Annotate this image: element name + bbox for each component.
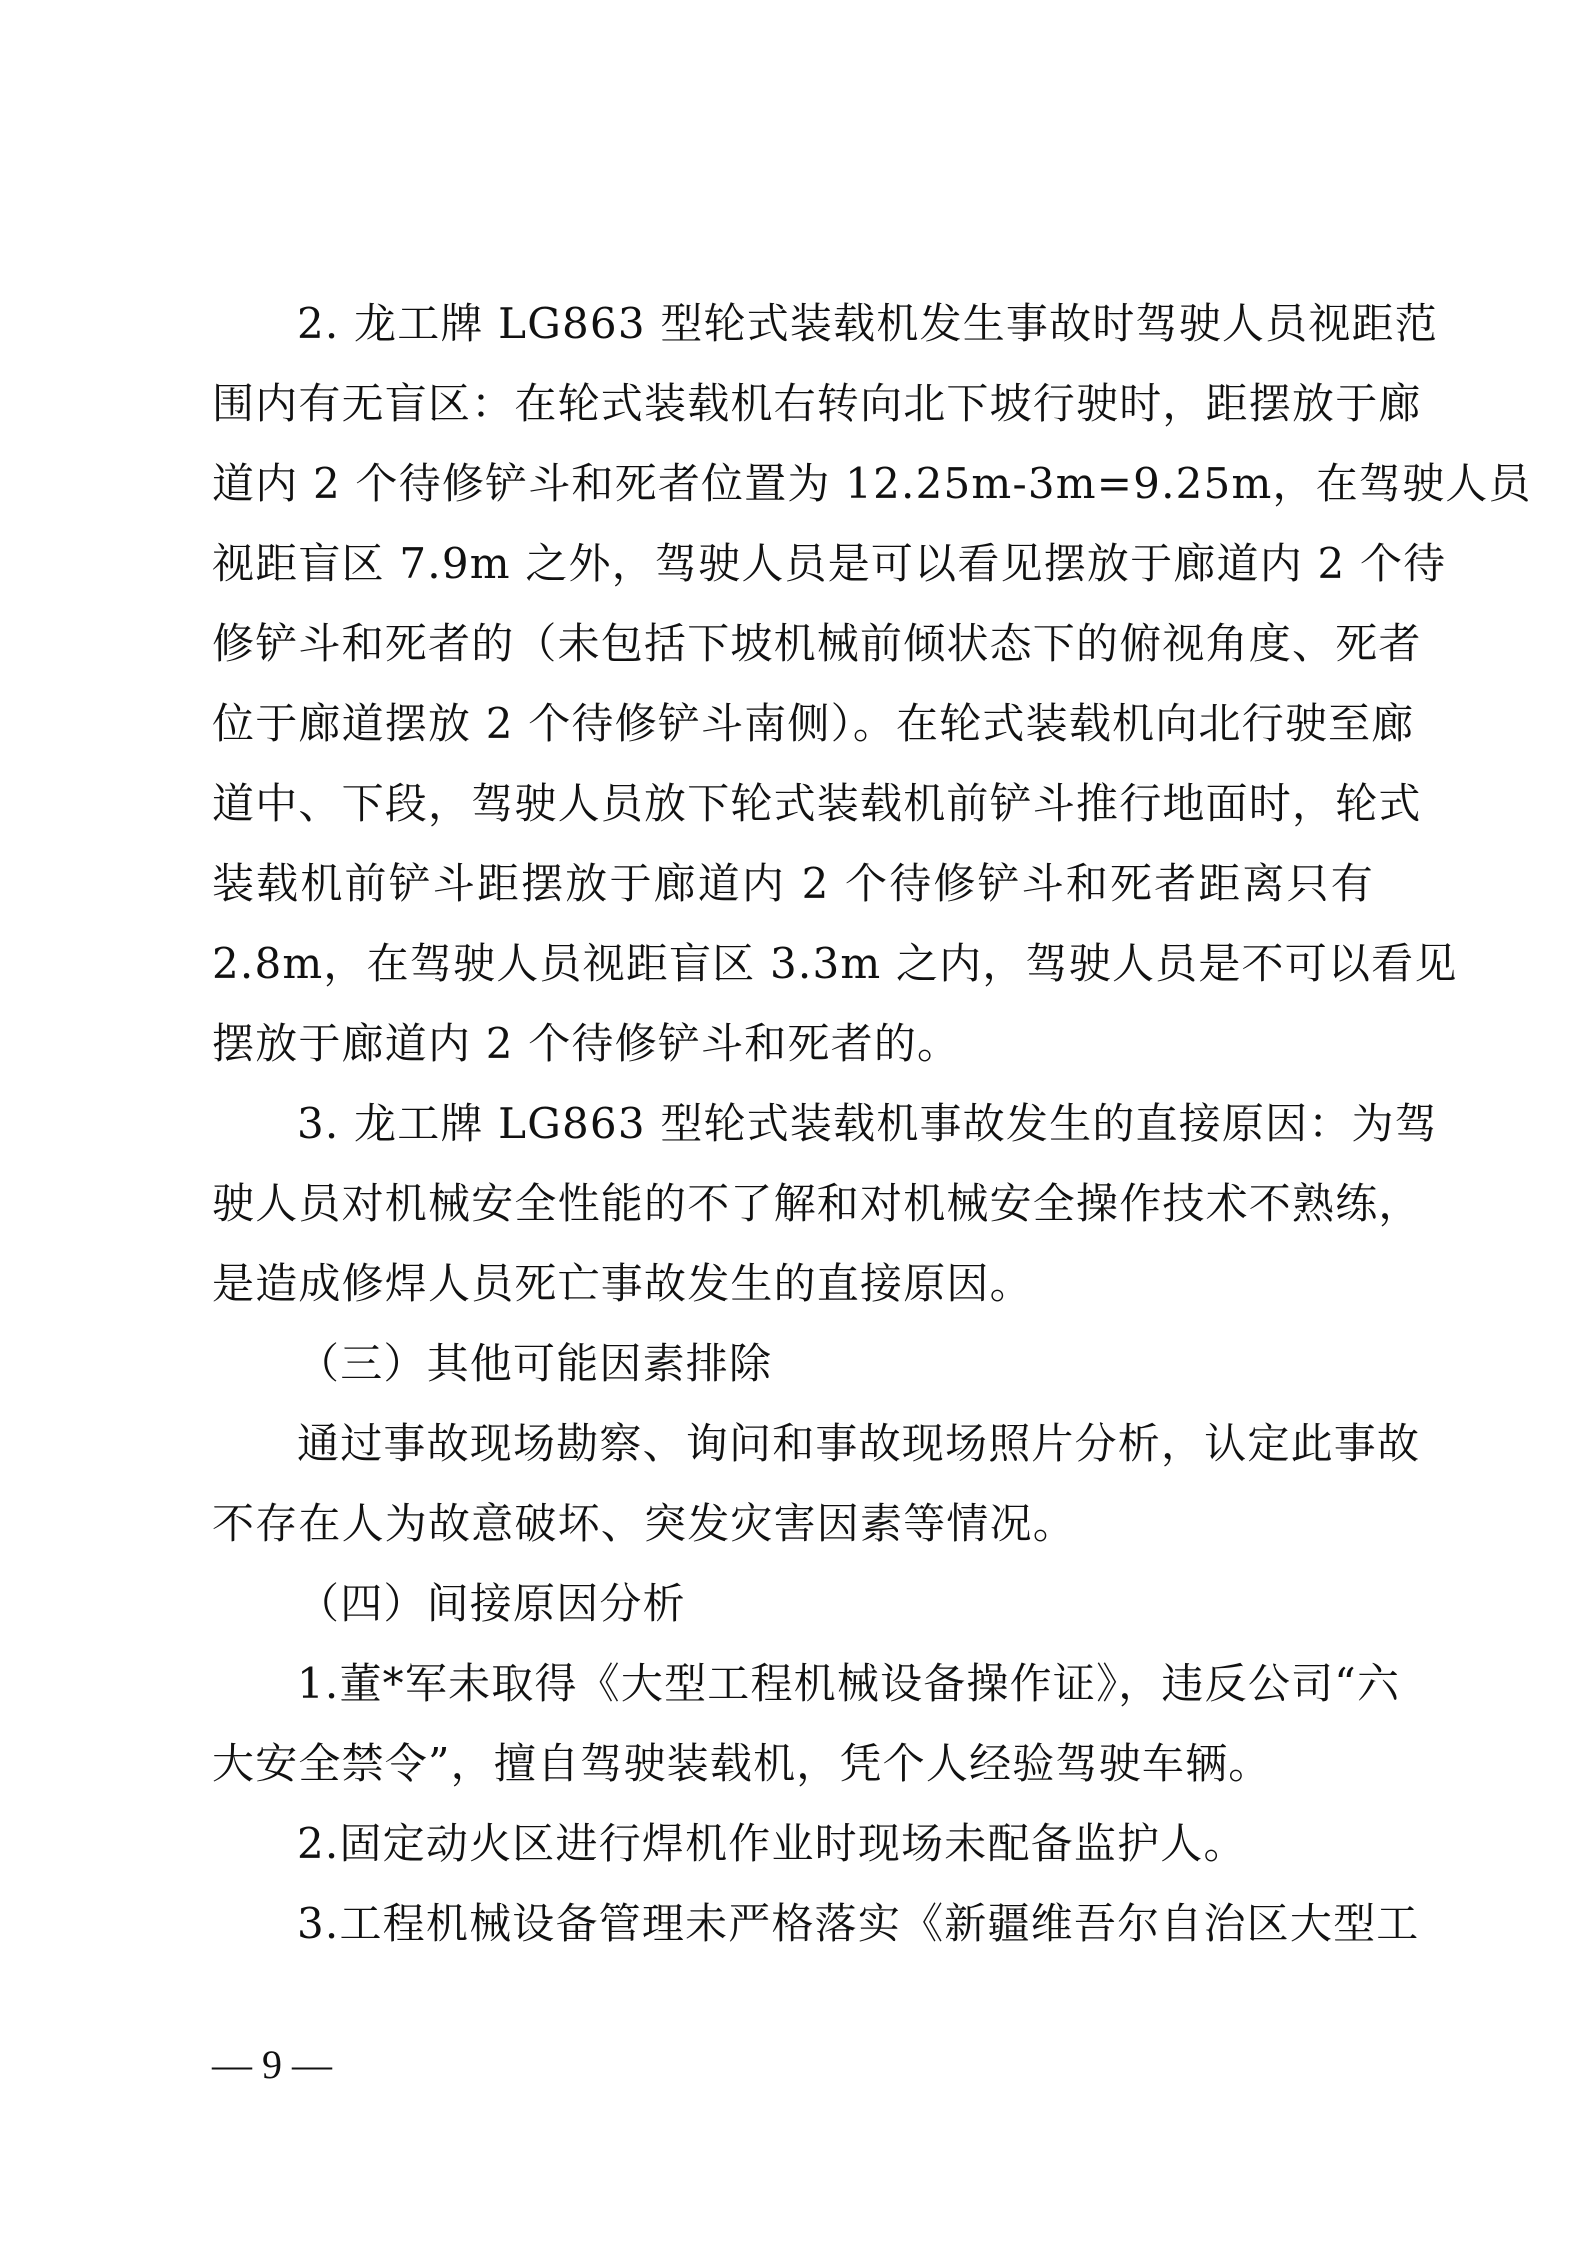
paragraph-line: 装载机前铲斗距摆放于廊道内 2 个待修铲斗和死者距离只有: [212, 859, 1374, 908]
paragraph-line: 不存在人为故意破坏、突发灾害因素等情况。: [212, 1499, 1077, 1548]
paragraph-line: 是造成修焊人员死亡事故发生的直接原因。: [212, 1259, 1033, 1308]
paragraph-line: 2.8m，在驾驶人员视距盲区 3.3m 之内，驾驶人员是不可以看见: [212, 939, 1458, 988]
paragraph-line: 通过事故现场勘察、询问和事故现场照片分析，认定此事故: [297, 1419, 1421, 1468]
paragraph-line: 1.董*军未取得《大型工程机械设备操作证》，违反公司“六: [297, 1659, 1401, 1708]
paragraph-line: 视距盲区 7.9m 之外，驾驶人员是可以看见摆放于廊道内 2 个待: [212, 539, 1447, 588]
paragraph-line: 修铲斗和死者的（未包括下坡机械前倾状态下的俯视角度、死者: [212, 619, 1422, 668]
paragraph-line: 驶人员对机械安全性能的不了解和对机械安全操作技术不熟练，: [212, 1179, 1422, 1228]
paragraph-line: 3. 龙工牌 LG863 型轮式装载机事故发生的直接原因：为驾: [297, 1099, 1438, 1148]
paragraph-line: 2. 龙工牌 LG863 型轮式装载机发生事故时驾驶人员视距范: [297, 299, 1438, 348]
section-heading: （三）其他可能因素排除: [297, 1339, 773, 1388]
paragraph-line: 摆放于廊道内 2 个待修铲斗和死者的。: [212, 1019, 961, 1068]
paragraph-line: 围内有无盲区：在轮式装载机右转向北下坡行驶时，距摆放于廊: [212, 379, 1422, 428]
paragraph-line: 2.固定动火区进行焊机作业时现场未配备监护人。: [297, 1819, 1247, 1868]
paragraph-line: 位于廊道摆放 2 个待修铲斗南侧）。在轮式装载机向北行驶至廊: [212, 699, 1415, 748]
paragraph-line: 道内 2 个待修铲斗和死者位置为 12.25m-3m=9.25m，在驾驶人员: [212, 459, 1532, 508]
paragraph-line: 道中、下段，驾驶人员放下轮式装载机前铲斗推行地面时，轮式: [212, 779, 1422, 828]
paragraph-line: 3.工程机械设备管理未严格落实《新疆维吾尔自治区大型工: [297, 1899, 1420, 1948]
section-heading: （四）间接原因分析: [297, 1579, 686, 1628]
page-number: — 9 —: [212, 2042, 332, 2087]
paragraph-line: 大安全禁令”，擅自驾驶装载机，凭个人经验驾驶车辆。: [212, 1739, 1272, 1788]
